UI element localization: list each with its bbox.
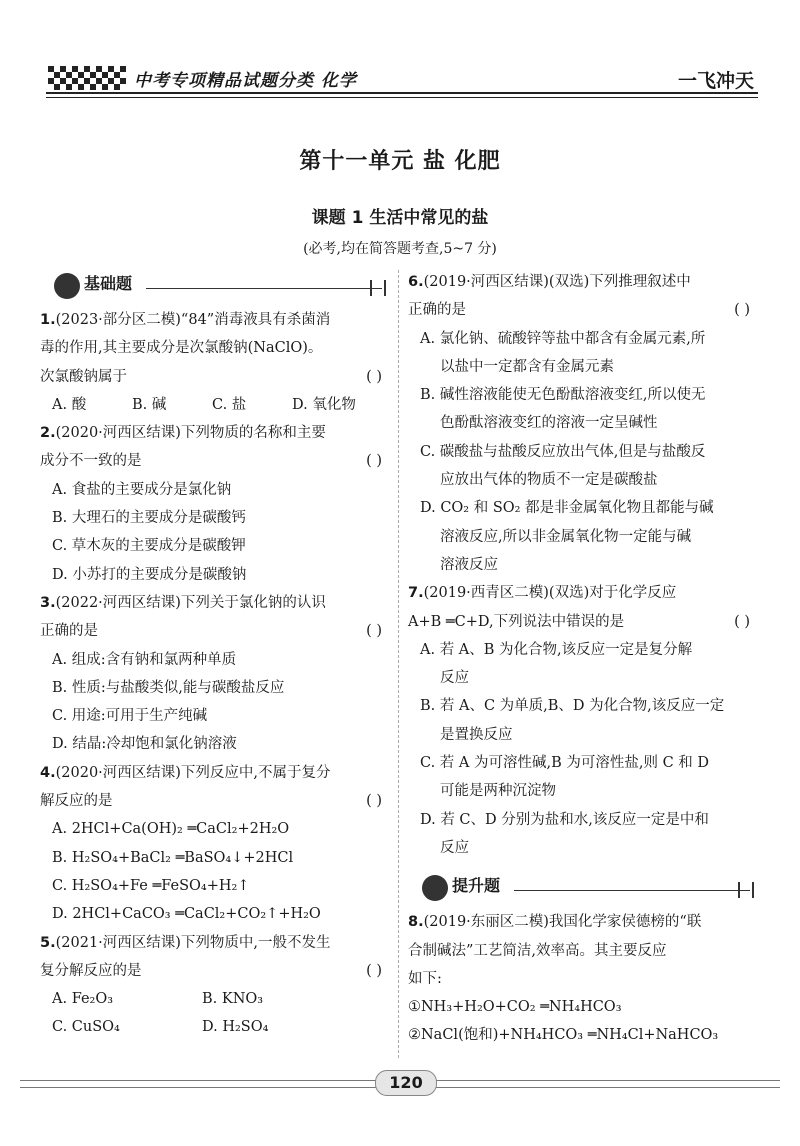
left-column <box>40 268 392 1042</box>
option-text: 是置换反应 <box>440 726 513 743</box>
question-number: 2. <box>40 425 56 442</box>
header-rule <box>46 92 758 94</box>
answer-blank: ( ) <box>734 613 750 630</box>
text-line <box>408 1021 760 1049</box>
answer-option <box>40 646 392 674</box>
question-text: (2020·河西区结课)下列反应中,不属于复分 <box>55 764 331 781</box>
answer-blank: ( ) <box>734 302 750 319</box>
text-line <box>40 589 392 617</box>
question-list-right <box>408 268 760 862</box>
answer-option <box>40 561 392 589</box>
text-line <box>40 419 392 447</box>
question-text: 正确的是 <box>40 623 98 640</box>
header-rule-thin <box>46 97 758 98</box>
question-number: 4. <box>40 764 56 781</box>
column-divider <box>398 270 399 1058</box>
section-rule <box>146 288 382 289</box>
answer-option <box>408 749 760 777</box>
text-line <box>40 759 392 787</box>
question-text: 解反应的是 <box>40 793 113 810</box>
answer-option: A. Fe₂O₃ <box>52 991 114 1008</box>
section-rule-end <box>370 280 386 296</box>
option-text: 以盐中一定都含有金属元素 <box>440 358 614 375</box>
text-line <box>40 306 392 334</box>
checker-pattern-icon <box>48 66 126 90</box>
right-column <box>408 268 760 1050</box>
answer-option <box>40 900 392 928</box>
swirl-icon <box>422 875 448 901</box>
answer-option: A. 酸 <box>52 396 87 413</box>
answer-options-row <box>40 391 392 419</box>
question-list-right-2 <box>408 908 760 1049</box>
option-continuation <box>408 409 760 437</box>
answer-option: C. CuSO₄ <box>52 1019 120 1036</box>
question-number: 6. <box>408 274 424 290</box>
option-text: 溶液反应 <box>440 556 498 573</box>
answer-blank: ( ) <box>366 453 382 470</box>
question-number: 8. <box>408 914 424 931</box>
text-line <box>40 957 392 985</box>
text-line <box>408 908 760 936</box>
option-text: C. 碳酸盐与盐酸反应放出气体,但是与盐酸反 <box>420 443 706 460</box>
answer-option: B. 碱 <box>132 396 167 413</box>
question-number: 1. <box>40 312 56 328</box>
option-text: A. 若 A、B 为化合物,该反应一定是复分解 <box>420 641 693 658</box>
option-text: B. 性质:与盐酸类似,能与碳酸盐反应 <box>52 679 285 696</box>
answer-option <box>40 872 392 900</box>
section-advanced-header <box>408 870 760 904</box>
answer-option <box>408 636 760 664</box>
answer-options-row <box>40 1013 392 1041</box>
page-footer <box>20 1070 780 1096</box>
answer-option <box>408 692 760 720</box>
question-text: (2022·河西区结课)下列关于氯化钠的认识 <box>55 594 326 611</box>
text-line <box>408 937 760 965</box>
answer-option <box>408 494 760 522</box>
question-text: (2023·部分区二模)“84”消毒液具有杀菌消 <box>55 312 331 328</box>
question-number: 5. <box>40 934 56 951</box>
option-text: B. 大理石的主要成分是碳酸钙 <box>52 510 246 527</box>
option-continuation <box>408 834 760 862</box>
answer-option <box>408 381 760 409</box>
answer-option <box>40 504 392 532</box>
option-text: C. 用途:可用于生产纯碱 <box>52 708 208 725</box>
answer-option <box>40 844 392 872</box>
section-basic-header <box>40 268 392 302</box>
question-text: 成分不一致的是 <box>40 453 142 470</box>
section-basic-label: 基础题 <box>84 274 133 293</box>
lesson-title: 课题 1 生活中常见的盐 <box>311 208 489 228</box>
answer-option: D. 氧化物 <box>292 396 356 413</box>
question-text: (2021·河西区结课)下列物质中,一般不发生 <box>55 934 331 951</box>
answer-option <box>408 806 760 834</box>
page-number: 120 <box>375 1070 437 1096</box>
answer-option <box>408 325 760 353</box>
question-text: 如下: <box>408 970 442 987</box>
option-continuation <box>408 664 760 692</box>
option-continuation <box>408 353 760 381</box>
answer-blank: ( ) <box>366 368 382 385</box>
question-text: 复分解反应的是 <box>40 962 142 979</box>
page-header <box>46 58 758 100</box>
option-text: 反应 <box>440 839 469 856</box>
answer-blank: ( ) <box>366 962 382 979</box>
unit-title: 第十一单元 盐 化肥 <box>299 149 501 174</box>
question-number: 3. <box>40 594 56 611</box>
section-rule-end <box>738 882 754 898</box>
option-text: A. 食盐的主要成分是氯化钠 <box>52 481 232 498</box>
option-text: B. H₂SO₄+BaCl₂ ═BaSO₄↓+2HCl <box>52 849 294 866</box>
option-continuation <box>408 551 760 579</box>
question-text: (2019·东丽区二模)我国化学家侯德榜的“联 <box>423 914 702 931</box>
option-text: C. H₂SO₄+Fe ═FeSO₄+H₂↑ <box>52 877 250 894</box>
text-line <box>408 608 760 636</box>
option-text: D. 结晶:冷却饱和氯化钠溶液 <box>52 736 237 753</box>
text-line <box>408 993 760 1021</box>
option-text: D. 小苏打的主要成分是碳酸钠 <box>52 566 247 583</box>
question-number: 7. <box>408 585 424 602</box>
text-line <box>40 447 392 475</box>
option-text: C. 若 A 为可溶性碱,B 为可溶性盐,则 C 和 D <box>420 755 710 772</box>
text-line <box>40 617 392 645</box>
answer-option <box>40 674 392 702</box>
question-text: 正确的是 <box>408 302 466 319</box>
option-text: 可能是两种沉淀物 <box>440 783 556 800</box>
option-text: A. 2HCl+Ca(OH)₂ ═CaCl₂+2H₂O <box>52 821 290 838</box>
option-continuation <box>408 523 760 551</box>
question-text: (2019·西青区二模)(双选)对于化学反应 <box>423 585 677 602</box>
answer-option <box>40 730 392 758</box>
text-line <box>408 579 760 607</box>
answer-option <box>40 476 392 504</box>
answer-blank: ( ) <box>366 623 382 640</box>
option-text: A. 氯化钠、硫酸锌等盐中都含有金属元素,所 <box>420 330 706 347</box>
answer-option <box>408 438 760 466</box>
question-text: 毒的作用,其主要成分是次氯酸钠(NaClO)。 <box>40 340 323 357</box>
option-text: 应放出气体的物质不一定是碳酸盐 <box>440 472 658 489</box>
answer-option <box>40 702 392 730</box>
question-text: 合制碱法”工艺简洁,效率高。其主要反应 <box>408 942 667 959</box>
option-text: D. 若 C、D 分别为盐和水,该反应一定是中和 <box>420 811 709 828</box>
answer-option <box>40 532 392 560</box>
question-text: ①NH₃+H₂O+CO₂ ═NH₄HCO₃ <box>408 999 622 1016</box>
option-text: B. 碱性溶液能使无色酚酞溶液变红,所以使无 <box>420 387 706 404</box>
section-advanced-label: 提升题 <box>452 876 501 896</box>
text-line <box>40 929 392 957</box>
question-text: A+B ═C+D,下列说法中错误的是 <box>408 613 625 630</box>
series-title: 中考专项精品试题分类 化学 <box>134 71 357 91</box>
option-text: 色酚酞溶液变红的溶液一定呈碱性 <box>440 415 658 432</box>
question-text: (2020·河西区结课)下列物质的名称和主要 <box>55 425 326 442</box>
brand-logo: 一飞冲天 <box>677 70 754 92</box>
option-text: C. 草木灰的主要成分是碳酸钾 <box>52 538 246 555</box>
option-text: 反应 <box>440 670 469 687</box>
answer-option <box>40 815 392 843</box>
option-text: B. 若 A、C 为单质,B、D 为化合物,该反应一定 <box>420 698 725 715</box>
text-line <box>408 965 760 993</box>
option-text: D. CO₂ 和 SO₂ 都是非金属氧化物且都能与碱 <box>420 500 714 517</box>
answer-option: D. H₂SO₄ <box>202 1019 269 1036</box>
answer-option: C. 盐 <box>212 396 247 413</box>
lesson-note: (必考,均在简答题考查,5~7 分) <box>303 241 497 257</box>
text-line <box>40 334 392 362</box>
section-rule <box>514 890 750 891</box>
question-text: 次氯酸钠属于 <box>40 368 127 385</box>
answer-blank: ( ) <box>366 793 382 810</box>
question-text: (2019·河西区结课)(双选)下列推理叙述中 <box>423 274 691 290</box>
option-continuation <box>408 721 760 749</box>
text-line <box>408 296 760 324</box>
puzzle-icon <box>54 273 80 299</box>
option-text: A. 组成:含有钠和氯两种单质 <box>52 651 237 668</box>
text-line <box>408 268 760 296</box>
option-text: D. 2HCl+CaCO₃ ═CaCl₂+CO₂↑+H₂O <box>52 906 321 923</box>
option-text: 溶液反应,所以非金属氧化物一定能与碱 <box>440 528 692 545</box>
text-line <box>40 787 392 815</box>
answer-option: B. KNO₃ <box>202 991 264 1008</box>
question-list-left <box>40 306 392 1042</box>
question-text: ②NaCl(饱和)+NH₄HCO₃ ═NH₄Cl+NaHCO₃ <box>408 1027 719 1044</box>
option-continuation <box>408 466 760 494</box>
answer-options-row <box>40 985 392 1013</box>
text-line <box>40 363 392 391</box>
option-continuation <box>408 777 760 805</box>
